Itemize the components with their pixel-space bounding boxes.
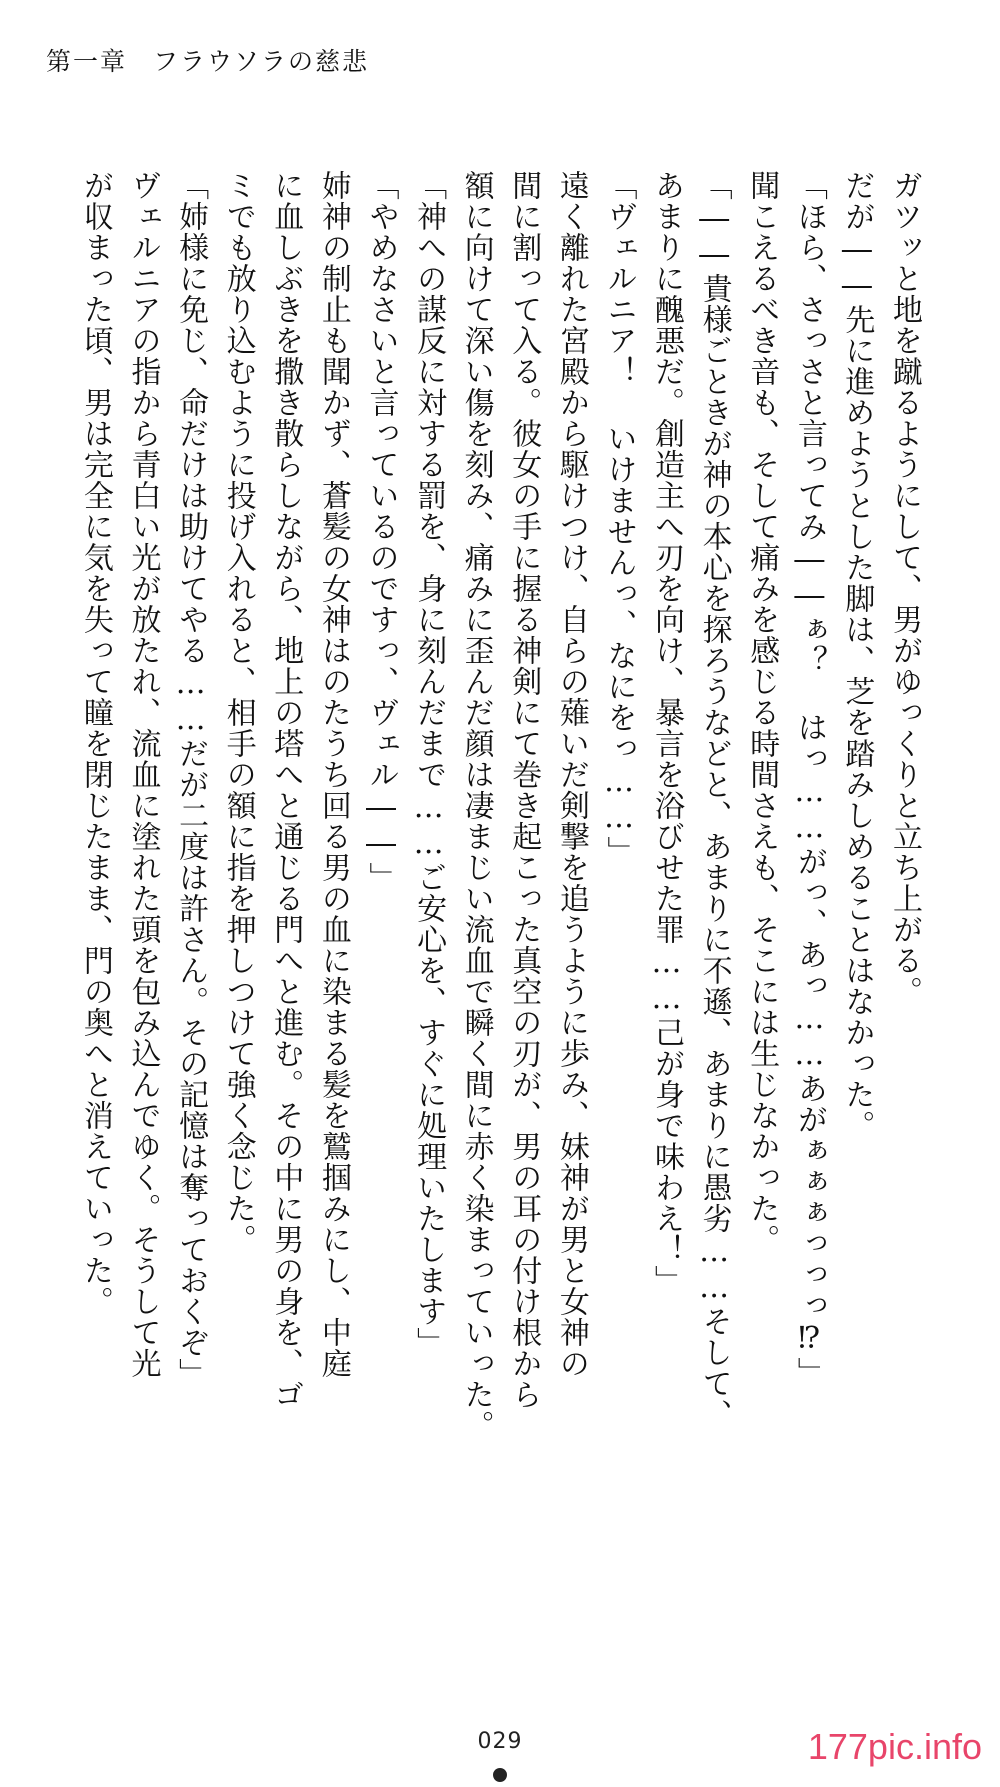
- text-line: 「やめなさいと言っているのですっ、ヴェル――」: [363, 170, 399, 893]
- text-line: 姉神の制止も聞かず、蒼髪の女神はのたうち回る男の血に染まる髪を鷲掴みにし、中庭: [315, 170, 351, 1379]
- text-line: 「ほら、さっさと言ってみ――ぁ？ はっ……がっ、あっ……あがぁぁぁっっっ⁉」: [791, 170, 827, 1388]
- text-line: 「姉様に免じ、命だけは助けてやる……だが二度は許さん。その記憶は奪っておくぞ」: [173, 170, 209, 1389]
- page-number: 029: [477, 1729, 523, 1754]
- text-line: 「神への謀反に対する罰を、身に刻んだまで……ご安心を、すぐに処理いたします」: [411, 170, 447, 1358]
- text-line: 間に割って入る。彼女の手に握る神剣にて巻き起こった真空の刃が、男の耳の付け根から: [506, 170, 542, 1410]
- text-line: 「ヴェルニア！ いけませんっ、なにをっ……」: [601, 170, 637, 867]
- text-line: に血しぶきを撒き散らしながら、地上の塔へと通じる門へと進む。その中に男の身を、ゴ: [268, 170, 304, 1410]
- running-header: [46, 42, 369, 78]
- chapter-title: フラウソラの慈悲: [153, 47, 370, 76]
- text-line: ガツッと地を蹴るようにして、男がゆっくりと立ち上がる。: [887, 170, 922, 1007]
- text-line: だが――先に進めようとした脚は、芝を踏みしめることはなかった。: [839, 170, 875, 1141]
- text-line: が収まった頃、男は完全に気を失って瞳を閉じたまま、門の奥へと消えていった。: [77, 170, 113, 1317]
- text-line: ミでも放り込むように投げ入れると、相手の額に指を押しつけて強く念じた。: [220, 170, 256, 1255]
- page-dot-ornament: [493, 1768, 507, 1782]
- text-line: 聞こえるべき音も、そして痛みを感じる時間さえも、そこには生じなかった。: [744, 170, 780, 1255]
- text-line: ヴェルニアの指から青白い光が放たれ、流血に塗れた頭を包み込んでゆく。そうして光: [125, 170, 161, 1379]
- vertical-body-text: [71, 170, 928, 1540]
- text-line: あまりに醜悪だ。創造主へ刃を向け、暴言を浴びせた罪……己が身で味わえ！」: [649, 170, 685, 1296]
- text-line: 額に向けて深い傷を刻み、痛みに歪んだ顔は凄まじい流血で瞬く間に赤く染まっていった。: [458, 170, 494, 1441]
- chapter-number: 第一章: [46, 47, 128, 76]
- text-line: 「――貴様ごときが神の本心を探ろうなどと、あまりに不遜、あまりに愚劣……そして、: [696, 170, 732, 1430]
- watermark-text: 177pic.info: [807, 1726, 982, 1767]
- text-line: 遠く離れた宮殿から駆けつけ、自らの薙いだ剣撃を追うように歩み、妹神が男と女神の: [553, 170, 589, 1379]
